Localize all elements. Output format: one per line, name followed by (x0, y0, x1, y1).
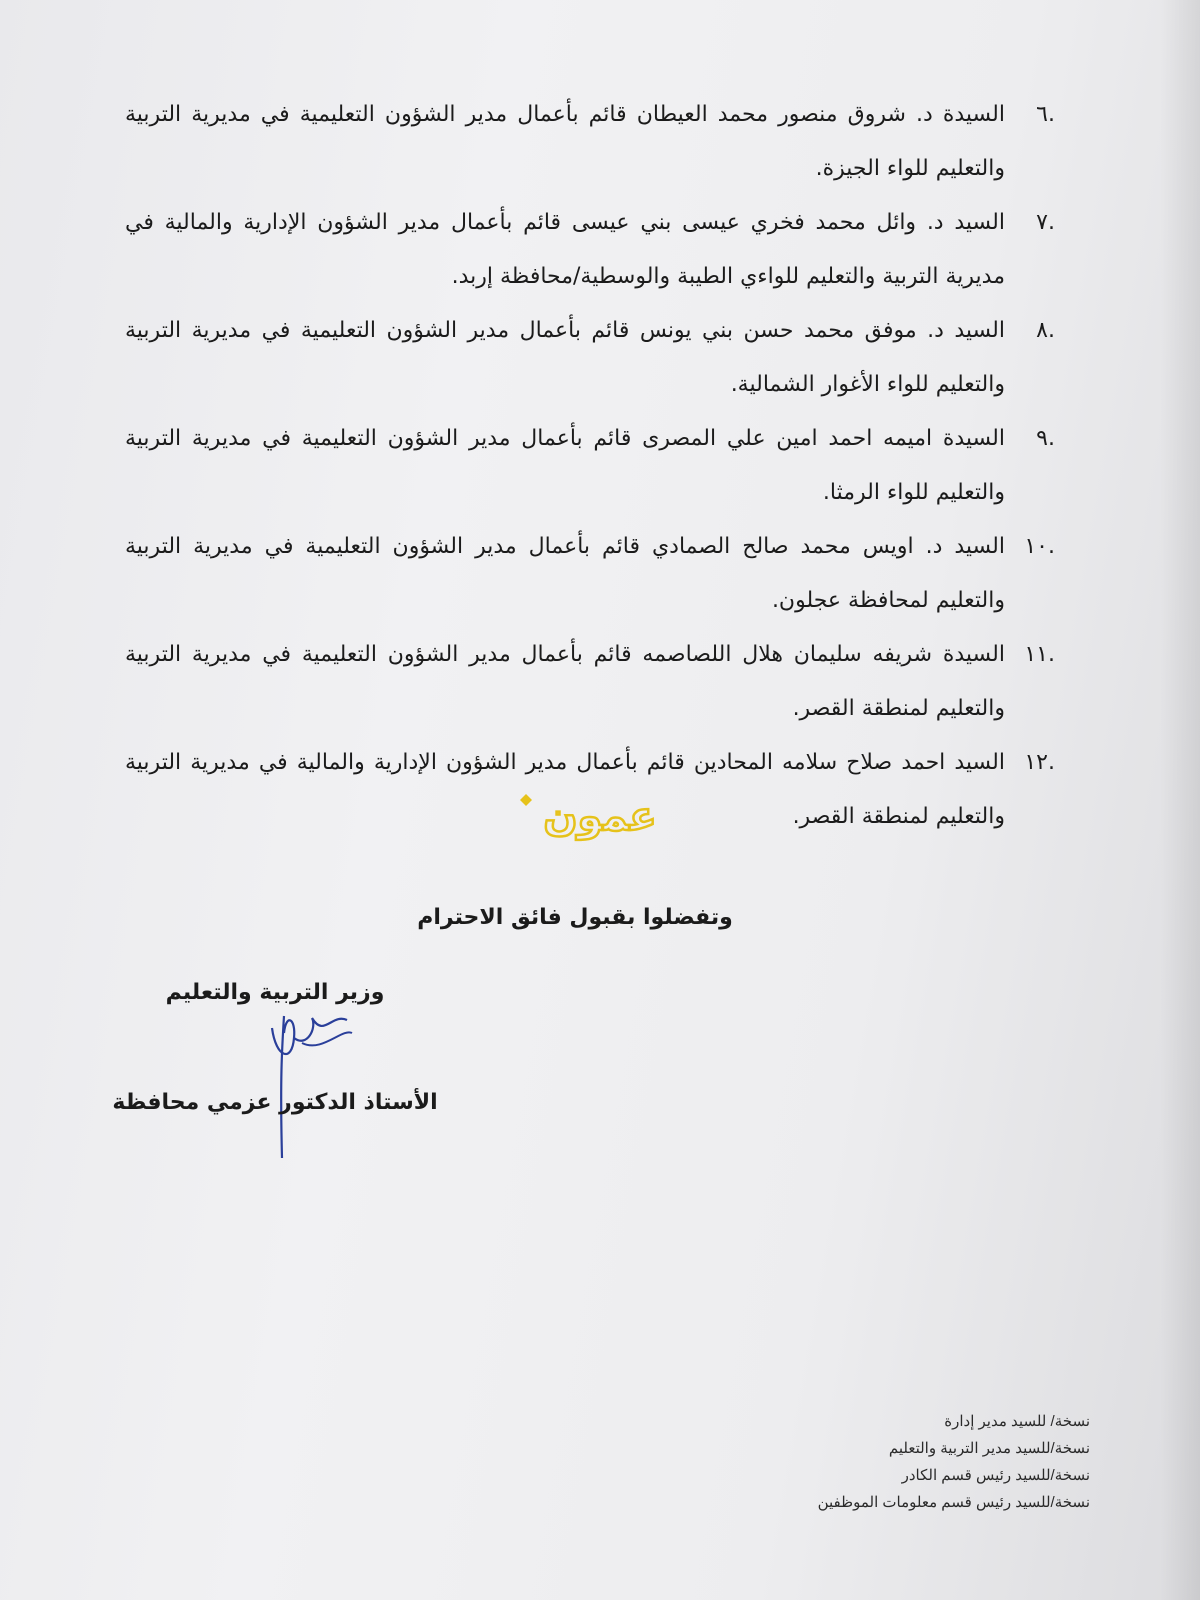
watermark-logo (500, 770, 700, 860)
item-text: السيد د. موفق محمد حسن بني يونس قائم بأعمال مدير الشؤون التعليمية في مديرية التربية والتعليم للواء الأغوار الشمالية. (125, 318, 1005, 397)
watermark-star-icon (520, 794, 532, 806)
item-number: .١٠ (1024, 534, 1055, 559)
minister-title: وزير التربية والتعليم (165, 980, 385, 1005)
copy-line: نسخة/للسيد رئيس قسم معلومات الموظفين (817, 1494, 1090, 1511)
item-text: السيد احمد صلاح سلامه المحادين قائم بأعمال مدير الشؤون الإدارية والمالية في مديرية التربية والتعليم لمنطقة القصر. (125, 750, 1005, 829)
list-item (125, 196, 1055, 304)
item-number: .٨ (1036, 318, 1055, 343)
list-item (125, 304, 1055, 412)
item-text: السيدة د. شروق منصور محمد العيطان قائم بأعمال مدير الشؤون التعليمية في مديرية التربية والتعليم للواء الجيزة. (125, 102, 1005, 181)
copy-line: نسخة/للسيد مدير التربية والتعليم (888, 1440, 1090, 1457)
copy-line: نسخة/ للسيد مدير إدارة (944, 1413, 1090, 1430)
copies-list (700, 1408, 1090, 1516)
item-number: .٩ (1036, 426, 1055, 451)
handwritten-signature (262, 1008, 362, 1168)
copy-line: نسخة/للسيد رئيس قسم الكادر (901, 1467, 1090, 1484)
list-item (125, 88, 1055, 196)
appointment-list (125, 88, 1055, 844)
watermark-text: عمون (543, 794, 657, 840)
signer-name: الأستاذ الدكتور عزمي محافظة (112, 1090, 438, 1115)
list-item (125, 520, 1055, 628)
list-item (125, 628, 1055, 736)
item-number: .١١ (1024, 642, 1055, 667)
closing-salutation: وتفضلوا بقبول فائق الاحترام (417, 905, 733, 930)
item-number: .١٢ (1024, 750, 1055, 775)
item-number: .٦ (1036, 102, 1055, 127)
list-item (125, 412, 1055, 520)
item-text: السيد د. وائل محمد فخري عيسى بني عيسى قائم بأعمال مدير الشؤون الإدارية والمالية في مديرية التربية والتعليم للواءي الطيبة والوسطية/محافظة إربد. (125, 210, 1005, 289)
item-text: السيدة اميمه احمد امين علي المصرى قائم بأعمال مدير الشؤون التعليمية في مديرية التربية والتعليم للواء الرمثا. (125, 426, 1005, 505)
item-number: .٧ (1036, 210, 1055, 235)
page-edge-shadow (1160, 0, 1200, 1600)
item-text: السيد د. اويس محمد صالح الصمادي قائم بأعمال مدير الشؤون التعليمية في مديرية التربية والتعليم لمحافظة عجلون. (125, 534, 1005, 613)
item-text: السيدة شريفه سليمان هلال اللصاصمه قائم بأعمال مدير الشؤون التعليمية في مديرية التربية والتعليم لمنطقة القصر. (125, 642, 1005, 721)
